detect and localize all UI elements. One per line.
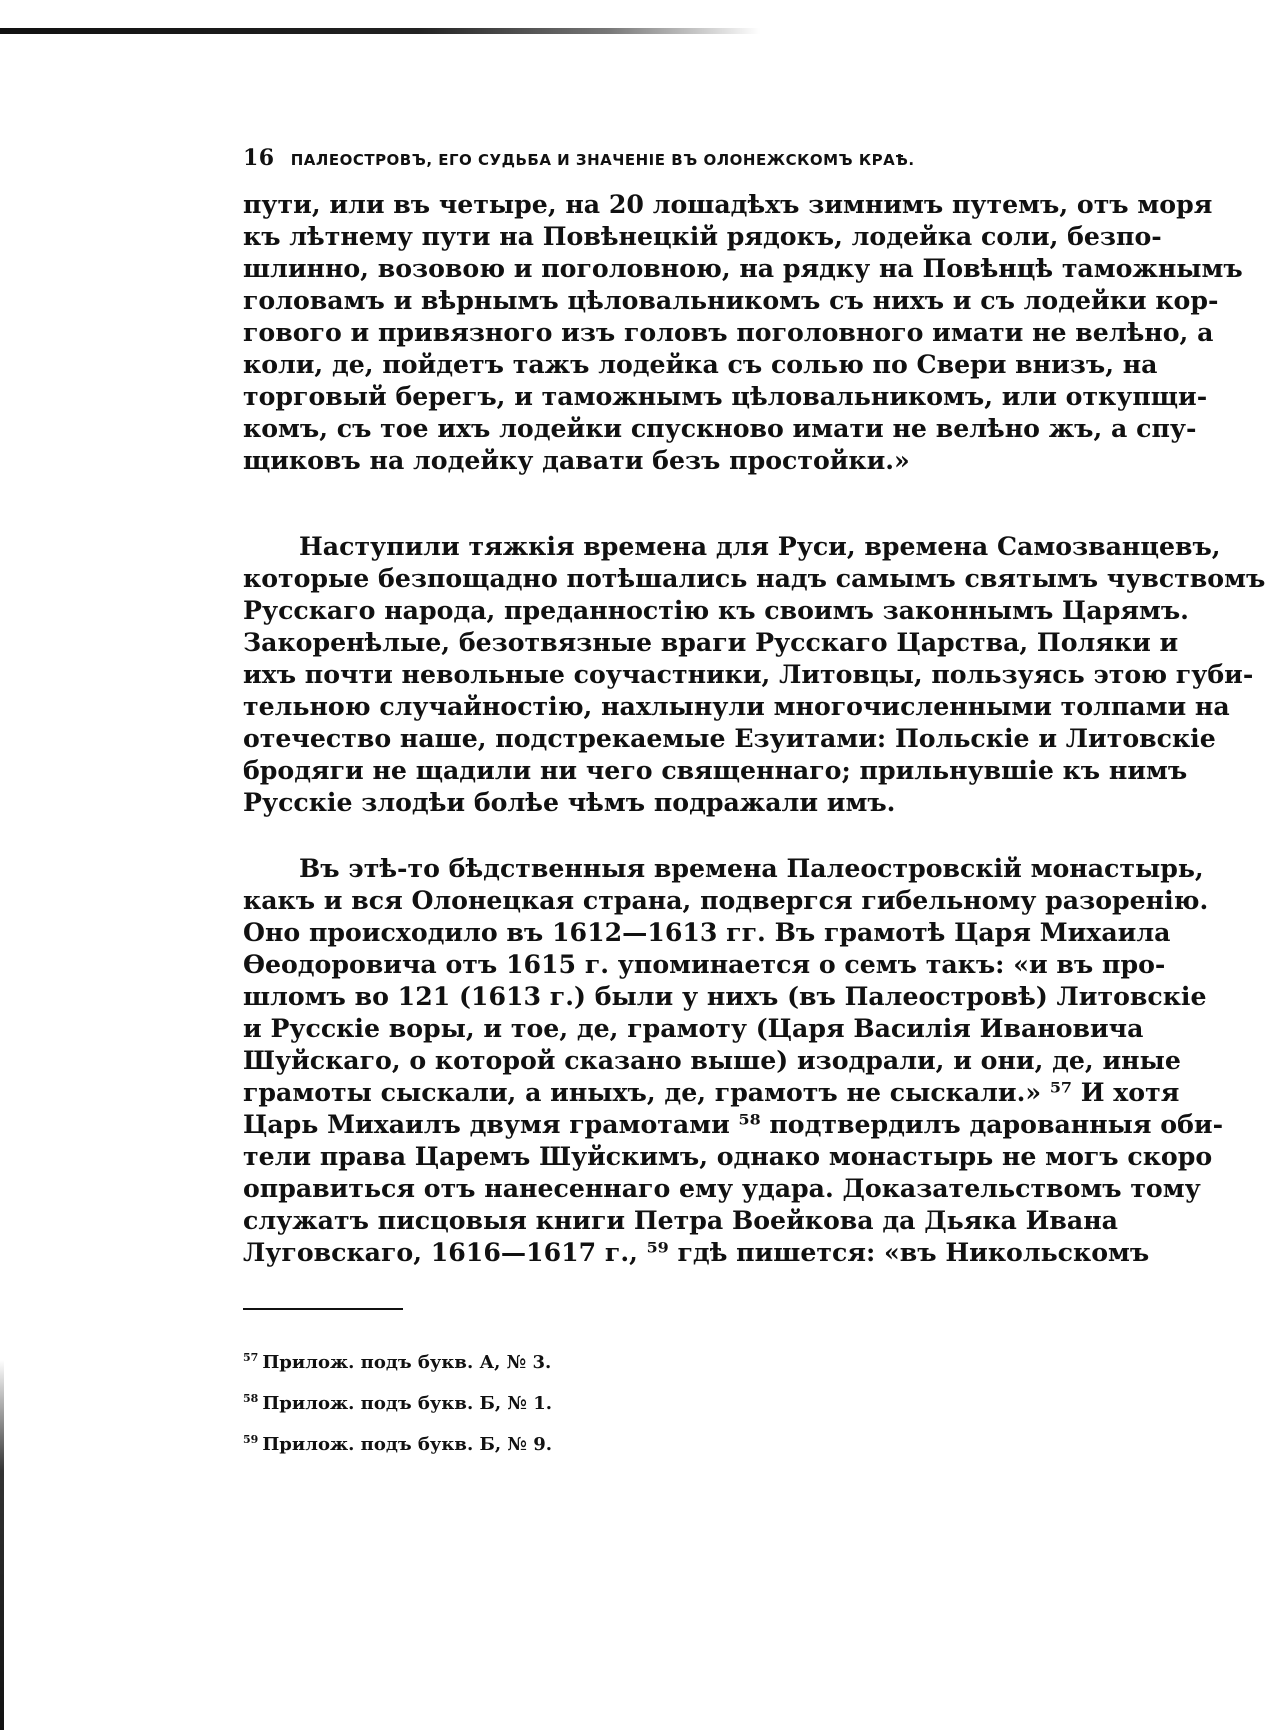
footnote-text: Прилож. подъ букв. А, № 3. [262,1352,552,1373]
text-line: къ лѣтнему пути на Повѣнецкій рядокъ, лодейка соли, безпо- [243,221,1162,251]
scan-edge-top [0,28,760,34]
text-line: Ѳеодоровича отъ 1615 г. упоминается о семъ такъ: «и въ про- [243,949,1166,979]
text-line: тели права Царемъ Шуйскимъ, однако монастырь не могъ скоро [243,1141,1213,1171]
running-title: ПАЛЕОСТРОВЪ, ЕГО СУДЬБА И ЗНАЧЕНІЕ ВЪ ОЛОНЕЖСКОМЪ КРАѢ. [290,151,915,169]
text-line: щиковъ на лодейку давати безъ простойки.» [243,445,910,475]
text-line: торговый берегъ, и таможнымъ цѣловальникомъ, или откупщи- [243,381,1208,411]
footnote-number: 58 [243,1392,259,1405]
running-head [243,145,973,171]
footnote-number: 57 [243,1351,259,1364]
text-line: оправиться отъ нанесеннаго ему удара. Доказательствомъ тому [243,1173,1201,1203]
text-line: Оно происходило въ 1612—1613 гг. Въ грамотѣ Царя Михаила [243,917,1171,947]
footnote-divider [243,1308,403,1310]
text-line: пути, или въ четыре, на 20 лошадѣхъ зимнимъ путемъ, отъ моря [243,189,1213,219]
text-line: тельною случайностію, нахлынули многочисленными толпами на [243,691,1230,721]
text-line: Въ этѣ-то бѣдственныя времена Палеостровскій монастырь, [299,853,1204,883]
text-line: какъ и вся Олонецкая страна, подвергся гибельному разоренію. [243,885,1209,915]
text-line: бродяги не щадили ни чего священнаго; прильнувшіе къ нимъ [243,755,1188,785]
text-line: гового и привязного изъ головъ поголовного имати не велѣно, а [243,317,1214,347]
paragraph-1 [243,188,1243,476]
footnote-text: Прилож. подъ букв. Б, № 1. [262,1393,553,1414]
text-line: Шуйскаго, о которой сказано выше) изодрали, и они, де, иные [243,1045,1181,1075]
text-line: Наступили тяжкія времена для Руси, времена Самозванцевъ, [299,531,1221,561]
footnote-text: Прилож. подъ букв. Б, № 9. [262,1434,553,1455]
text-line: головамъ и вѣрнымъ цѣловальникомъ съ нихъ и съ лодейки кор- [243,285,1219,315]
text-line: служатъ писцовыя книги Петра Воейкова да Дьяка Ивана [243,1205,1118,1235]
page-number: 16 [243,145,275,171]
footnote-number: 59 [243,1433,259,1446]
text-line: ихъ почти невольные соучастники, Литовцы, пользуясь этою губи- [243,659,1254,689]
text-line: отечество наше, подстрекаемые Езуитами: Польскіе и Литовскіе [243,723,1216,753]
text-line: Царь Михаилъ двумя грамотами ⁵⁸ подтвердилъ дарованныя оби- [243,1109,1224,1139]
text-line: грамоты сыскали, а иныхъ, де, грамотъ не сыскали.» ⁵⁷ И хотя [243,1077,1180,1107]
text-line: которые безпощадно потѣшались надъ самымъ святымъ чувствомъ [243,563,1265,593]
text-line: коли, де, пойдетъ тажъ лодейка съ солью по Свери внизъ, на [243,349,1158,379]
text-line: шлинно, возовою и поголовною, на рядку на Повѣнцѣ таможнымъ [243,253,1243,283]
text-line: Русскаго народа, преданностію къ своимъ законнымъ Царямъ. [243,595,1189,625]
text-line: шломъ во 121 (1613 г.) были у нихъ (въ Палеостровѣ) Литовскіе [243,981,1207,1011]
footnote-58 [243,1381,843,1422]
text-line: Луговскаго, 1616—1617 г., ⁵⁹ гдѣ пишется: «въ Никольскомъ [243,1237,1150,1267]
footnotes [243,1340,843,1463]
paragraph-3 [243,852,1224,1268]
paragraph-2 [243,530,1265,818]
text-line: комъ, съ тое ихъ лодейки спускново имати не велѣно жъ, а спу- [243,413,1197,443]
footnote-57 [243,1340,843,1381]
scan-edge-left [0,1360,4,1730]
text-line: Русскіе злодѣи болѣе чѣмъ подражали имъ. [243,787,896,817]
text-line: Закоренѣлые, безотвязные враги Русскаго Царства, Поляки и [243,627,1179,657]
text-line: и Русскіе воры, и тое, де, грамоту (Царя Василія Ивановича [243,1013,1144,1043]
footnote-59 [243,1422,843,1463]
